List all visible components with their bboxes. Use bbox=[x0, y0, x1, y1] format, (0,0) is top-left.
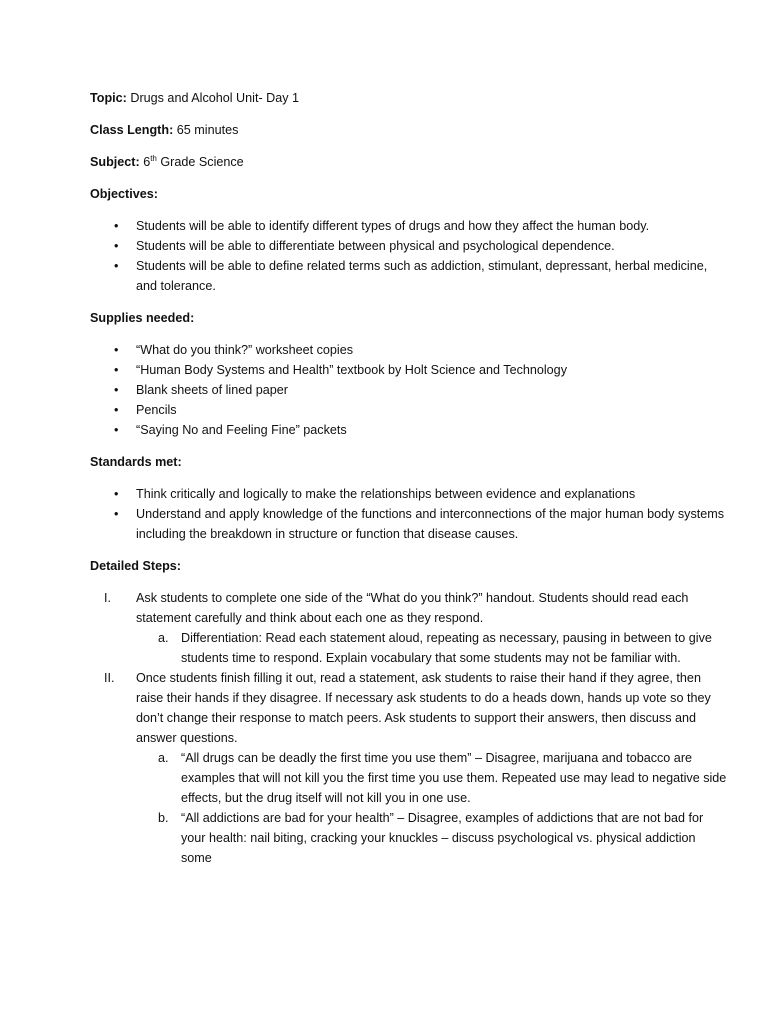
step-item bbox=[90, 668, 728, 868]
objectives-list bbox=[90, 216, 728, 296]
substep-text: Differentiation: Read each statement aloud, repeating as necessary, pausing in between to give students time to respond. Explain vocabulary that some students may not be familiar with. bbox=[181, 631, 712, 665]
substep-item bbox=[136, 748, 728, 808]
substep-letter: a. bbox=[158, 631, 169, 645]
substep-text: “All drugs can be deadly the first time you use them” – Disagree, marijuana and tobacco are examples that will not kill you the first time you use them. Repeated use may lead to negative side effects, but the drug itself will not kill you in one use. bbox=[181, 751, 727, 805]
class-length-line bbox=[90, 120, 728, 140]
class-length-value: 65 minutes bbox=[176, 123, 239, 137]
class-length-label: Class Length: bbox=[90, 123, 174, 137]
substep-item bbox=[136, 628, 728, 668]
list-item: • Think critically and logically to make the relationships between evidence and explanations bbox=[90, 484, 728, 504]
topic-line bbox=[90, 88, 728, 108]
substep-item bbox=[136, 808, 728, 868]
subject-label: Subject: bbox=[90, 155, 140, 169]
list-item: • Blank sheets of lined paper bbox=[90, 380, 728, 400]
standards-heading: Standards met: bbox=[90, 455, 182, 469]
step-item bbox=[90, 588, 728, 668]
topic-value: Drugs and Alcohol Unit- Day 1 bbox=[130, 91, 300, 105]
topic-label: Topic: bbox=[90, 91, 127, 105]
supplies-list bbox=[90, 340, 728, 440]
substep-letter: b. bbox=[158, 811, 169, 825]
detailed-steps-heading: Detailed Steps: bbox=[90, 559, 181, 573]
substep-text: “All addictions are bad for your health” – Disagree, examples of addictions that are not bad for your health: nail biting, cracking your knuckles – discuss psychological vs. physical addiction some bbox=[181, 811, 704, 865]
substep-list bbox=[136, 748, 728, 868]
list-item: • Students will be able to identify different types of drugs and how they affect the human body. bbox=[90, 216, 728, 236]
subject-grade-suffix: th bbox=[150, 154, 157, 163]
list-item: • “Saying No and Feeling Fine” packets bbox=[90, 420, 728, 440]
detailed-steps-list bbox=[90, 588, 728, 868]
subject-grade-number: 6 bbox=[143, 155, 151, 169]
list-item: • “What do you think?” worksheet copies bbox=[90, 340, 728, 360]
subject-line bbox=[90, 152, 728, 172]
substep-list bbox=[136, 628, 728, 668]
supplies-heading: Supplies needed: bbox=[90, 311, 195, 325]
objectives-heading: Objectives: bbox=[90, 187, 158, 201]
step-text: Once students finish filling it out, read a statement, ask students to raise their hand if they agree, then raise their hands if they disagree. If necessary ask students to do a heads down, hands up vote so they don’t change their response to match peers. Ask students to support their answers, then discuss and answer questions. bbox=[136, 671, 711, 745]
list-item: • Understand and apply knowledge of the functions and interconnections of the major human body systems including the breakdown in structure or function that disease causes. bbox=[90, 504, 728, 544]
list-item: • Students will be able to define related terms such as addiction, stimulant, depressant, herbal medicine, and tolerance. bbox=[90, 256, 728, 296]
list-item: • Pencils bbox=[90, 400, 728, 420]
list-item: • Students will be able to differentiate between physical and psychological dependence. bbox=[90, 236, 728, 256]
substep-letter: a. bbox=[158, 751, 169, 765]
step-number: II. bbox=[104, 671, 115, 685]
standards-list bbox=[90, 484, 728, 544]
step-number: I. bbox=[104, 591, 111, 605]
subject-value: Grade Science bbox=[156, 155, 244, 169]
list-item: • “Human Body Systems and Health” textbook by Holt Science and Technology bbox=[90, 360, 728, 380]
step-text: Ask students to complete one side of the “What do you think?” handout. Students should read each statement carefully and think about each one as they respond. bbox=[136, 591, 689, 625]
